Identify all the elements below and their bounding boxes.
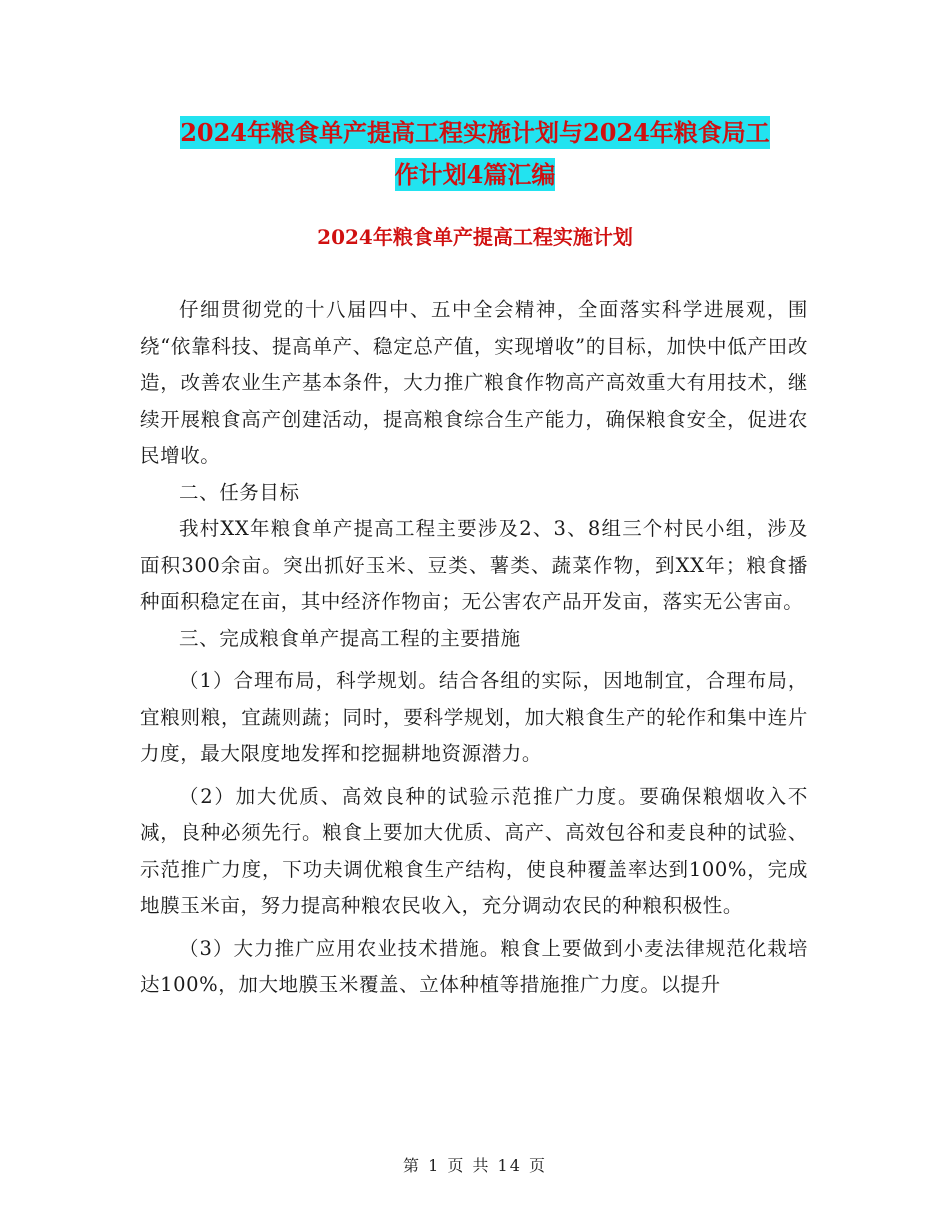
document-body — [140, 292, 808, 1004]
page-number-footer: 第 1 页 共 14 页 — [403, 1156, 547, 1175]
paragraph-measure-1: （1）合理布局，科学规划。结合各组的实际，因地制宜，合理布局，宜粮则粮，宜蔬则蔬；同时，要科学规划，加大粮食生产的轮作和集中连片力度，最大限度地发挥和挖掘耕地资源潜力。 — [140, 669, 808, 765]
title-highlight-2: 作计划4篇汇编 — [394, 160, 556, 189]
paragraph-intro: 仔细贯彻党的十八届四中、五中全会精神，全面落实科学进展观，围绕“依靠科技、提高单产、稳定总产值，实现增收”的目标，加快中低产田改造，改善农业生产基本条件，大力推广粮食作物高产高效重大有用技术，继续开展粮食高产创建活动，提高粮食综合生产能力，确保粮食安全，促进农民增收。 — [140, 298, 808, 467]
heading-task-goals: 二、任务目标 — [179, 480, 300, 504]
heading-main-measures: 三、完成粮食单产提高工程的主要措施 — [179, 626, 521, 650]
paragraph-task-goals: 我村XX年粮食单产提高工程主要涉及2、3、8组三个村民小组，涉及面积300余亩。突出抓好玉米、豆类、薯类、蔬菜作物，到XX年；粮食播种面积稳定在亩，其中经济作物亩；无公害农产品开发亩，落实无公害亩。 — [140, 517, 808, 613]
title-highlight-1: 2024年粮食单产提高工程实施计划与2024年粮食局工 — [180, 118, 770, 147]
paragraph-measure-2: （2）加大优质、高效良种的试验示范推广力度。要确保粮烟收入不减，良种必须先行。粮食上要加大优质、高产、高效包谷和麦良种的试验、示范推广力度，下功夫调优粮食生产结构，使良种覆盖率达到100%，完成地膜玉米亩，努力提高种粮农民收入，充分调动农民的种粮积极性。 — [140, 784, 808, 917]
paragraph-measure-3: （3）大力推广应用农业技术措施。粮食上要做到小麦法律规范化栽培达100%，加大地膜玉米覆盖、立体种植等措施推广力度。以提升 — [140, 936, 808, 996]
document-title-line-1 — [140, 113, 810, 148]
section-title: 2024年粮食单产提高工程实施计划 — [317, 225, 633, 249]
document-title-line-2 — [140, 155, 810, 190]
